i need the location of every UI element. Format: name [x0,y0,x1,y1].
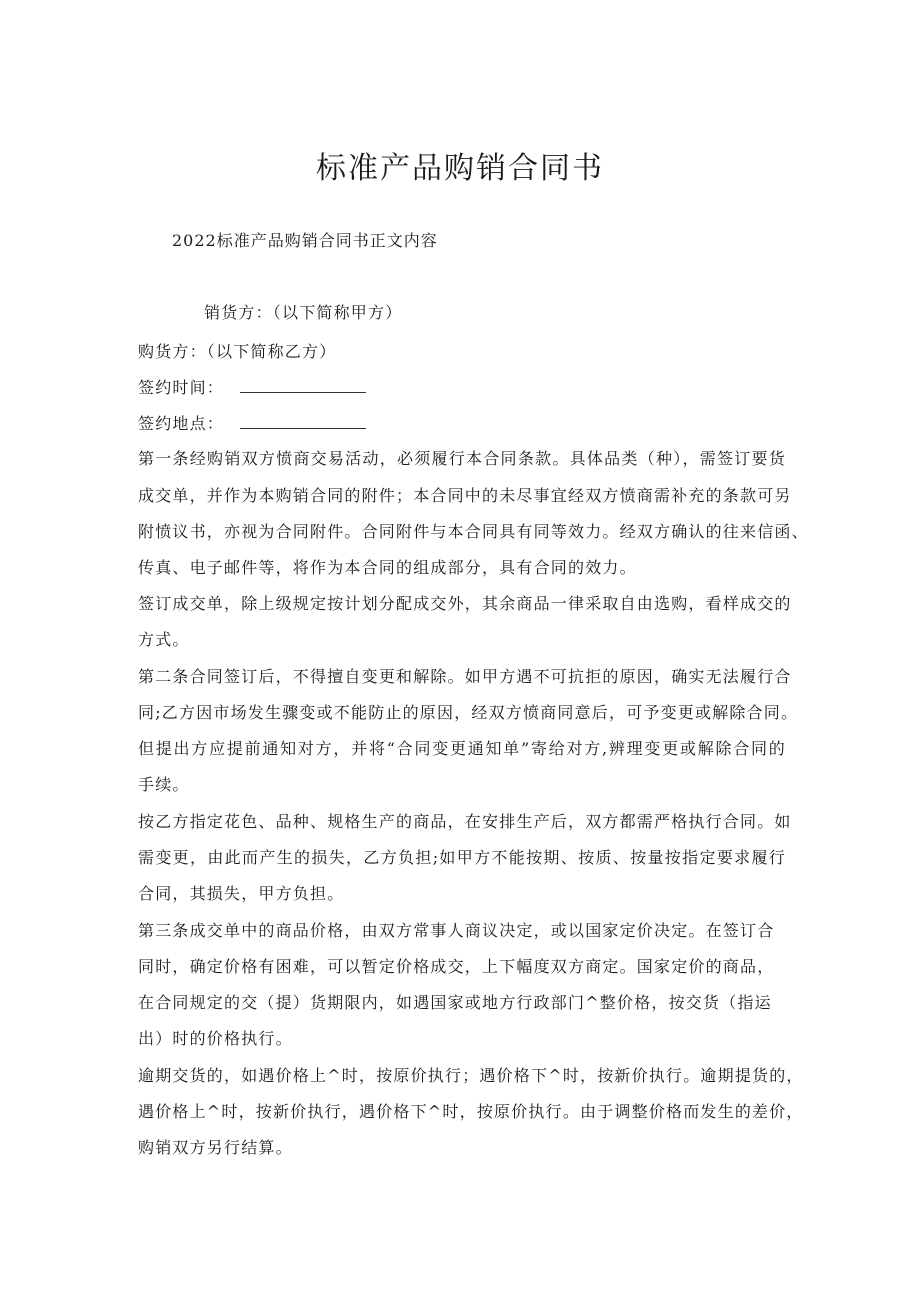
document-title: 标准产品购销合同书 [316,151,604,186]
paragraph-line: 第二条合同签订后，不得擅自变更和解除。如甲方遇不可抗拒的原因，确实无法履行合 [138,667,792,686]
paragraph-line: 同时，确定价格有困难，可以暂定价格成交，上下幅度双方商定。国家定价的商品， [138,957,775,976]
paragraph-line: 需变更，由此而产生的损失，乙方负担;如甲方不能按期、按质、按量按指定要求履行 [138,848,786,867]
paragraph-line: 签订成交单，除上级规定按计划分配成交外，其余商品一律采取自由选购，看样成交的 [138,594,792,613]
paragraph-line: 购销双方另行结算。 [138,1138,293,1157]
buyer-line: 购货方：（以下简称乙方） [138,342,337,361]
sign-place-label: 签约地点： [138,414,225,433]
paragraph-line: 出）时的价格执行。 [138,1029,293,1048]
sign-place-blank [240,414,366,429]
paragraph-line: 在合同规定的交（提）货期限内，如遇国家或地方行政部门^整价格，按交货（指运 [138,993,772,1012]
paragraph-line: 方式。 [138,630,190,649]
paragraph-line: 按乙方指定花色、品种、规格生产的商品，在安排生产后，双方都需严格执行合同。如 [138,812,792,831]
paragraph-line: 第三条成交单中的商品价格，由双方常事人商议决定，或以国家定价决定。在签订合 [138,921,775,940]
paragraph-line: 手续。 [138,775,190,794]
paragraph-line: 成交单，并作为本购销合同的附件；本合同中的未尽事宜经双方愤商需补充的条款可另 [138,486,792,505]
sign-time-blank [240,378,366,393]
sign-time-label: 签约时间： [138,378,225,397]
paragraph-line: 第一条经购销双方愤商交易活动，必须履行本合同条款。具体品类（种），需签订要货 [138,449,786,468]
paragraph-line: 同;乙方因市场发生骤变或不能防止的原因，经双方愤商同意后，可予变更或解除合同。 [138,703,799,722]
paragraph-line: 遇价格上^时，按新价执行，遇价格下^时，按原价执行。由于调整价格而发生的差价， [138,1102,804,1121]
sign-time-row [138,375,366,398]
sign-place-row [138,411,366,434]
paragraph-line: 附愤议书，亦视为合同附件。合同附件与本合同具有同等效力。经双方确认的往来信函、 [138,522,809,541]
paragraph-line: 合同，其损失，甲方负担。 [138,884,345,903]
document-subtitle: 2022标准产品购销合同书正文内容 [172,231,438,250]
paragraph-line: 但提出方应提前通知对方，并将“合同变更通知单”寄给对方,辨理变更或解除合同的 [138,739,786,758]
paragraph-line: 逾期交货的，如遇价格上^时，按原价执行；遇价格下^时，按新价执行。逾期提货的， [138,1066,804,1085]
paragraph-line: 传真、电子邮件等，将作为本合同的组成部分，具有合同的效力。 [138,558,637,577]
seller-line: 销货方：（以下简称甲方） [204,303,403,322]
